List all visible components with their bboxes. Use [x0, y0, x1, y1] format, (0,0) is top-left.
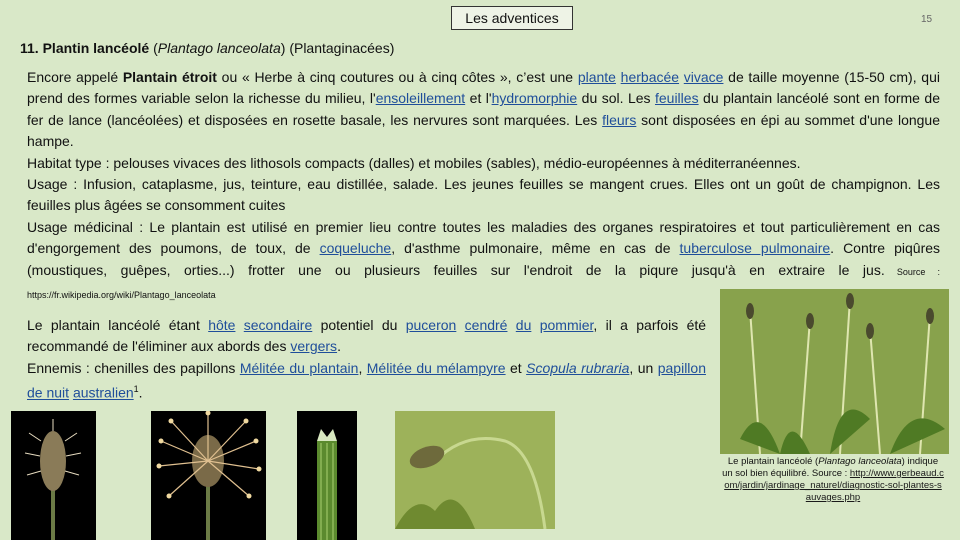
caption-source-link[interactable]: http://www.gerbeaud.com/jardin/jardinage_naturel/diagnostic-sol-plantes-sauvages.php	[724, 468, 944, 503]
text-run: et	[505, 359, 527, 376]
host-paragraph	[27, 315, 706, 358]
link-herbacee[interactable]: herbacée	[620, 69, 680, 85]
caption-text: Le plantain lancéolé (	[727, 456, 819, 467]
text-bold: Plantain étroit	[122, 69, 217, 85]
caption-latin: Plantago lanceolata	[818, 456, 902, 467]
plant-rosette-photo	[720, 289, 949, 454]
text-run: sont disposées en épi au sommet d'une longue hampe.	[27, 111, 940, 150]
caption-text: ) indique un sol bien équilibré. Source :	[722, 456, 939, 479]
link-papillon-nuit[interactable]: papillon de nuit	[27, 359, 706, 401]
text-run: ou « Herbe à cinq coutures ou à cinq côtes », c’est une	[216, 69, 578, 85]
text-run: , d'asthme pulmonaire, même en cas de	[391, 240, 680, 257]
text-run: de taille moyenne (15-50 cm), qui prend des formes variable selon la richesse du milieu, l'	[27, 69, 940, 107]
text-run: et l'	[465, 90, 492, 107]
slide-title: Les adventices	[451, 6, 573, 30]
enemies-paragraph	[27, 358, 706, 404]
usage-paragraph: Usage : Infusion, cataplasme, jus, teinture, eau distillée, salade. Les jeunes feuilles se mangent crues. Elles ont un goût de champignon. Les feuilles plus âgées se consomment cuites	[27, 176, 940, 214]
text-run: du sol. Les	[577, 90, 655, 107]
photo-caption	[722, 456, 944, 504]
link-feuilles[interactable]: feuilles	[654, 90, 699, 107]
text-run: Ennemis : chenilles des papillons	[27, 359, 240, 376]
heading-latin: Plantago lanceolata	[157, 40, 281, 56]
source-link[interactable]: Source : https://fr.wikipedia.org/wiki/Plantago_lanceolata	[27, 266, 940, 301]
text-run: , il a parfois été recommandé de l'éliminer aux abords des	[27, 317, 707, 355]
link-coqueluche[interactable]: coqueluche	[319, 240, 392, 257]
text-run: Usage médicinal : Le plantain est utilisé en premier lieu contre toutes les maladies des organes respiratoires et tout particulièrement en cas d'engorgement des poumons, de toux, de	[27, 218, 940, 257]
link-scopula[interactable]: Scopula rubraria	[526, 359, 630, 376]
heading-name: Plantin lancéolé	[42, 40, 150, 56]
text-run: ,	[358, 359, 367, 376]
link-secondaire[interactable]: secondaire	[243, 317, 313, 333]
link-vergers[interactable]: vergers	[290, 338, 338, 355]
link-fleurs[interactable]: fleurs	[602, 111, 637, 128]
text-run: , un	[629, 359, 658, 376]
stem-photo	[297, 411, 357, 540]
footnote-marker: 1	[133, 384, 139, 395]
link-australien[interactable]: australien	[72, 384, 134, 401]
section-heading: 11. Plantin lancéolé (Plantago lanceolata) (Plantaginacées)	[20, 40, 395, 56]
enemies-text	[27, 315, 706, 404]
heading-number: 11.	[20, 40, 39, 56]
link-plante[interactable]: plante	[577, 69, 616, 85]
description-paragraph	[27, 67, 940, 153]
link-melitee-melampyre[interactable]: Mélitée du mélampyre	[366, 359, 506, 376]
text-run: .	[337, 338, 341, 355]
description-text	[27, 67, 940, 306]
plant-field-photo	[395, 411, 555, 529]
habitat-paragraph: Habitat type : pelouses vivaces des lithosols compacts (dalles) et mobiles (sables), médio-européennes à méditerranéennes.	[27, 154, 801, 171]
text-run: du plantain lancéolé sont en forme de fer de lance (lancéolées) et disposées en rosette basale, les nervures sont marquées. Les	[27, 90, 940, 128]
text-run: . Contre piqûres (moustiques, guêpes, orties...) frotter une ou plusieurs feuilles sur l'endroit de la piqure jusqu'à en extraire le jus.	[27, 240, 941, 278]
link-ensoleillement[interactable]: ensoleillement	[375, 90, 466, 107]
text-run: .	[138, 384, 143, 401]
link-cendre[interactable]: cendré	[464, 317, 508, 333]
link-tuberculose[interactable]: tuberculose pulmonaire	[679, 240, 831, 257]
flower-head-photo	[151, 411, 266, 540]
link-pommier[interactable]: pommier	[539, 317, 594, 333]
link-hydromorphie[interactable]: hydromorphie	[491, 90, 578, 107]
link-vivace[interactable]: vivace	[683, 69, 724, 85]
text-run: potentiel du	[312, 317, 406, 333]
link-melitee-plantain[interactable]: Mélitée du plantain	[239, 359, 359, 376]
page-number: 15	[921, 14, 933, 25]
text-run: Encore appelé	[27, 69, 123, 85]
text-run: Le plantain lancéolé étant	[27, 317, 209, 333]
flower-spike-photo	[11, 411, 96, 540]
link-hote[interactable]: hôte	[208, 317, 236, 333]
link-du[interactable]: du	[515, 317, 532, 333]
heading-family: (Plantaginacées)	[289, 40, 395, 56]
link-puceron[interactable]: puceron	[405, 317, 457, 333]
